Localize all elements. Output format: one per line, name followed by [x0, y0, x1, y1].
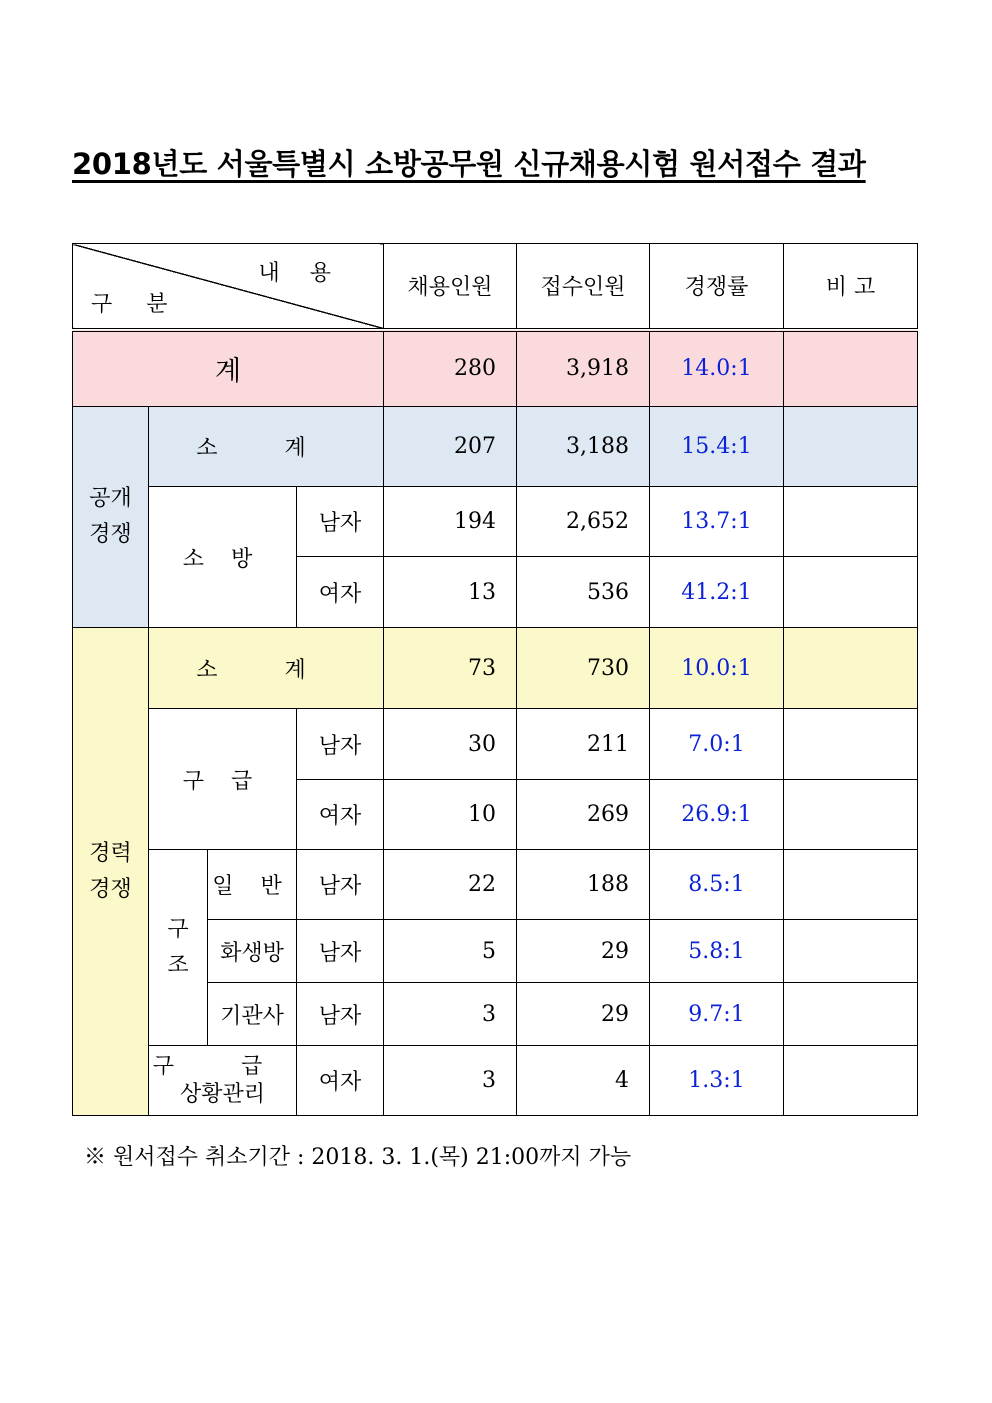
- hired-cell: 3: [384, 983, 517, 1046]
- career-subtotal-label: 소 계: [149, 628, 384, 709]
- open-subtotal-label: 소 계: [149, 407, 384, 487]
- applied-cell: 2,652: [517, 487, 650, 557]
- hired-cell: 10: [384, 780, 517, 850]
- open-label-line1: 공개: [89, 486, 132, 511]
- gender-cell: 여자: [297, 557, 384, 628]
- table-row: [73, 709, 918, 780]
- note-cell: [784, 920, 918, 983]
- rescue-label-line1: 구: [167, 916, 189, 942]
- career-subtotal-applied: 730: [517, 628, 650, 709]
- diagonal-header-cell: [73, 244, 384, 330]
- table-row: [73, 1046, 918, 1116]
- gender-cell: 남자: [297, 487, 384, 557]
- ratio-cell: 41.2:1: [650, 557, 784, 628]
- total-row: [73, 330, 918, 407]
- career-label-line1: 경력: [89, 840, 132, 866]
- dispatch-label-line1: 구 급: [152, 1053, 293, 1079]
- note-cell: [784, 557, 918, 628]
- note-cell: [784, 709, 918, 780]
- hired-cell: 22: [384, 850, 517, 920]
- open-subtotal-row: [73, 407, 918, 487]
- header-row: [73, 244, 918, 330]
- hired-cell: 13: [384, 557, 517, 628]
- career-subtotal-ratio: 10.0:1: [650, 628, 784, 709]
- total-label: 계: [73, 330, 384, 407]
- ratio-cell: 8.5:1: [650, 850, 784, 920]
- rescue-type-cell: 기관사: [208, 983, 297, 1046]
- gender-cell: 남자: [297, 983, 384, 1046]
- ratio-cell: 26.9:1: [650, 780, 784, 850]
- rescue-type-cell: 일 반: [208, 850, 297, 920]
- open-subtotal-applied: 3,188: [517, 407, 650, 487]
- career-label-line2: 경쟁: [89, 876, 132, 902]
- open-subtotal-ratio: 15.4:1: [650, 407, 784, 487]
- applied-cell: 188: [517, 850, 650, 920]
- gender-cell: 남자: [297, 709, 384, 780]
- fire-group-label: 소 방: [149, 487, 297, 628]
- applied-cell: 536: [517, 557, 650, 628]
- ratio-cell: 9.7:1: [650, 983, 784, 1046]
- hired-cell: 3: [384, 1046, 517, 1116]
- gender-cell: 여자: [297, 780, 384, 850]
- header-hired: 채용인원: [384, 244, 517, 330]
- ratio-cell: 1.3:1: [650, 1046, 784, 1116]
- open-subtotal-hired: 207: [384, 407, 517, 487]
- total-note: [784, 330, 918, 407]
- ratio-cell: 13.7:1: [650, 487, 784, 557]
- note-cell: [784, 1046, 918, 1116]
- open-label-line2: 경쟁: [89, 522, 132, 547]
- career-subtotal-row: [73, 628, 918, 709]
- note-cell: [784, 487, 918, 557]
- rescue-group-label: [149, 850, 208, 1046]
- table-row: [73, 487, 918, 557]
- emt-group-label: 구 급: [149, 709, 297, 850]
- total-hired: 280: [384, 330, 517, 407]
- applied-cell: 29: [517, 983, 650, 1046]
- rescue-type-cell: 화생방: [208, 920, 297, 983]
- note-cell: [784, 983, 918, 1046]
- total-applied: 3,918: [517, 330, 650, 407]
- header-content-label: 내용: [258, 261, 361, 286]
- open-subtotal-note: [784, 407, 918, 487]
- hired-cell: 5: [384, 920, 517, 983]
- applied-cell: 269: [517, 780, 650, 850]
- hired-cell: 30: [384, 709, 517, 780]
- applied-cell: 29: [517, 920, 650, 983]
- footnote: ※ 원서접수 취소기간 : 2018. 3. 1.(목) 21:00까지 가능: [84, 1145, 632, 1170]
- header-note: 비 고: [784, 244, 918, 330]
- gender-cell: 여자: [297, 1046, 384, 1116]
- applied-cell: 4: [517, 1046, 650, 1116]
- gender-cell: 남자: [297, 850, 384, 920]
- total-ratio: 14.0:1: [650, 330, 784, 407]
- note-cell: [784, 780, 918, 850]
- applied-cell: 211: [517, 709, 650, 780]
- header-ratio: 경쟁률: [650, 244, 784, 330]
- dispatch-group-label: [149, 1046, 297, 1116]
- career-subtotal-hired: 73: [384, 628, 517, 709]
- table-row: [73, 850, 918, 920]
- header-category-label: 구분: [91, 291, 202, 317]
- header-applied: 접수인원: [517, 244, 650, 330]
- dispatch-label-line2: 상황관리: [179, 1081, 265, 1107]
- open-competition-label: [73, 407, 149, 628]
- note-cell: [784, 850, 918, 920]
- rescue-label-line2: 조: [167, 952, 189, 978]
- gender-cell: 남자: [297, 920, 384, 983]
- ratio-cell: 7.0:1: [650, 709, 784, 780]
- application-results-table: [72, 243, 918, 1116]
- hired-cell: 194: [384, 487, 517, 557]
- career-competition-label: [73, 628, 149, 1116]
- document-title: 2018년도 서울특별시 소방공무원 신규채용시험 원서접수 결과: [72, 147, 866, 181]
- ratio-cell: 5.8:1: [650, 920, 784, 983]
- career-subtotal-note: [784, 628, 918, 709]
